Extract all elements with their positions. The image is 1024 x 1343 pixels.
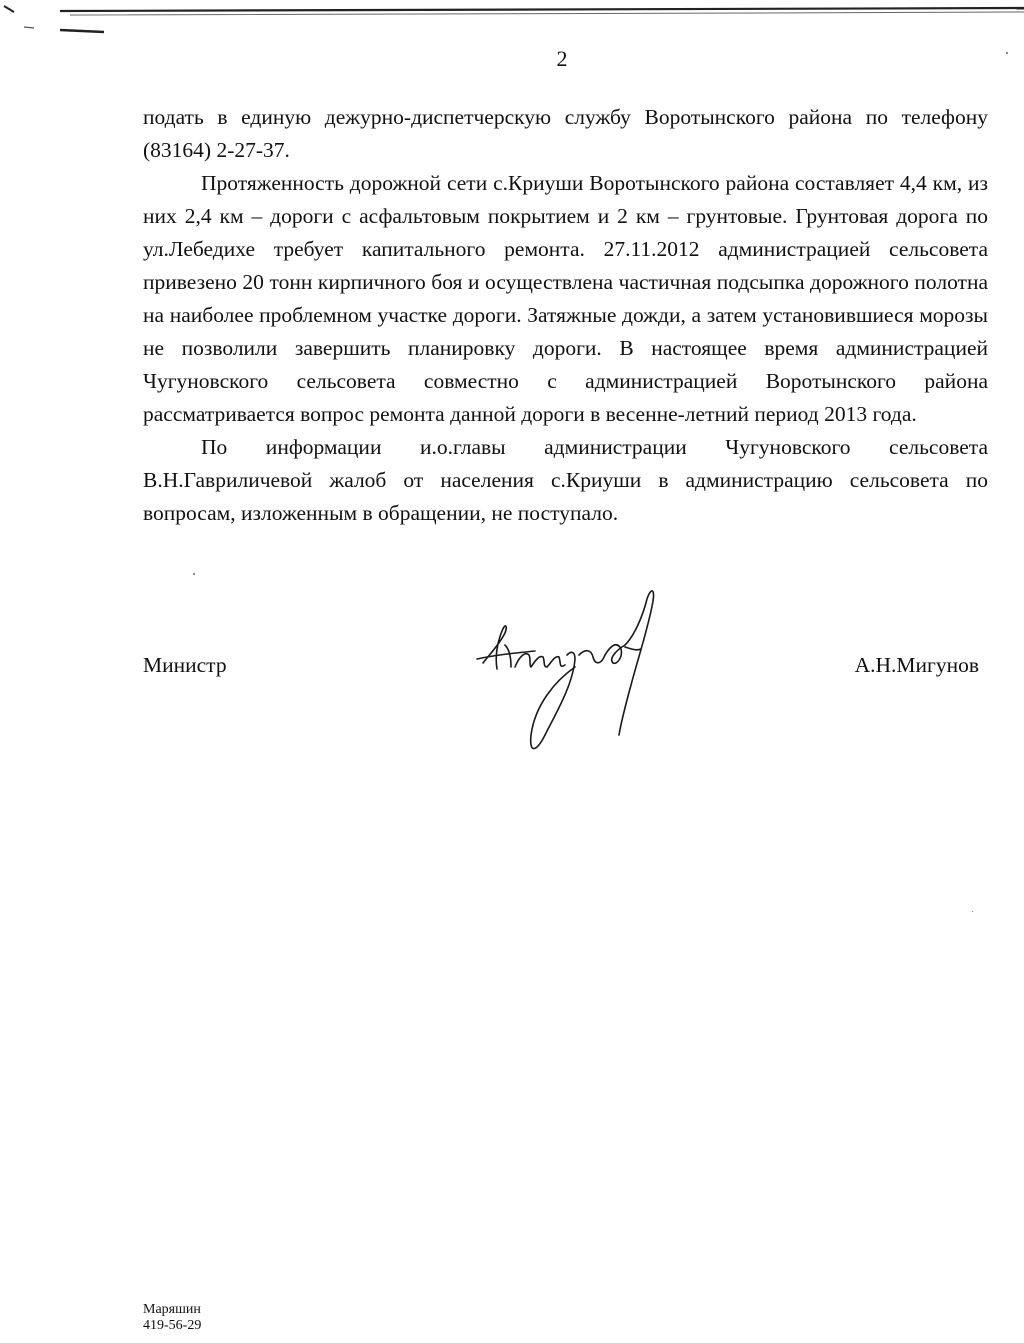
handwritten-signature [475,585,665,760]
scan-edge-lines [0,0,1024,40]
signatory-name: А.Н.Мигунов [854,653,979,677]
scan-speck [1006,52,1008,54]
signatory-title: Министр [143,653,227,677]
letter-body [143,101,988,530]
paragraph-complaints: По информации и.о.главы администрации Чугуновского сельсовета В.Н.Гавриличевой жалоб от населения с.Криуши в администрацию сельсовета по вопросам, изложенным в обращении, не поступало. [143,435,988,525]
executor-phone: 419-56-29 [143,1318,202,1333]
footer-executor [143,1302,201,1334]
paragraph-road-network: Протяженность дорожной сети с.Криуши Воротынского района составляет 4,4 км, из них 2,4 км – дороги с асфальтовым покрытием и 2 км – грунтовые. Грунтовая дорога по ул.Лебедихе требует капитального ремонта. 27.11.2012 администрацией сельсовета привезено 20 тонн кирпичного боя и осуществлена частичная подсыпка дорожного полотна на наиболее проблемном участке дороги. Затяжные дожди, а затем установившиеся морозы не позволили завершить планировку дороги. В настоящее время администрацией Чугуновского сельсовета совместно с администрацией Воротынского района рассматривается вопрос ремонта данной дороги в весенне-летний период 2013 года. [143,171,988,426]
executor-name: Маряшин [143,1302,201,1317]
scan-speck [193,573,195,575]
paragraph-continuation: подать в единую дежурно-диспетчерскую службу Воротынского района по телефону (83164) 2-27-37. [143,105,988,162]
scan-speck [972,911,973,912]
page-number: 2 [556,46,568,71]
